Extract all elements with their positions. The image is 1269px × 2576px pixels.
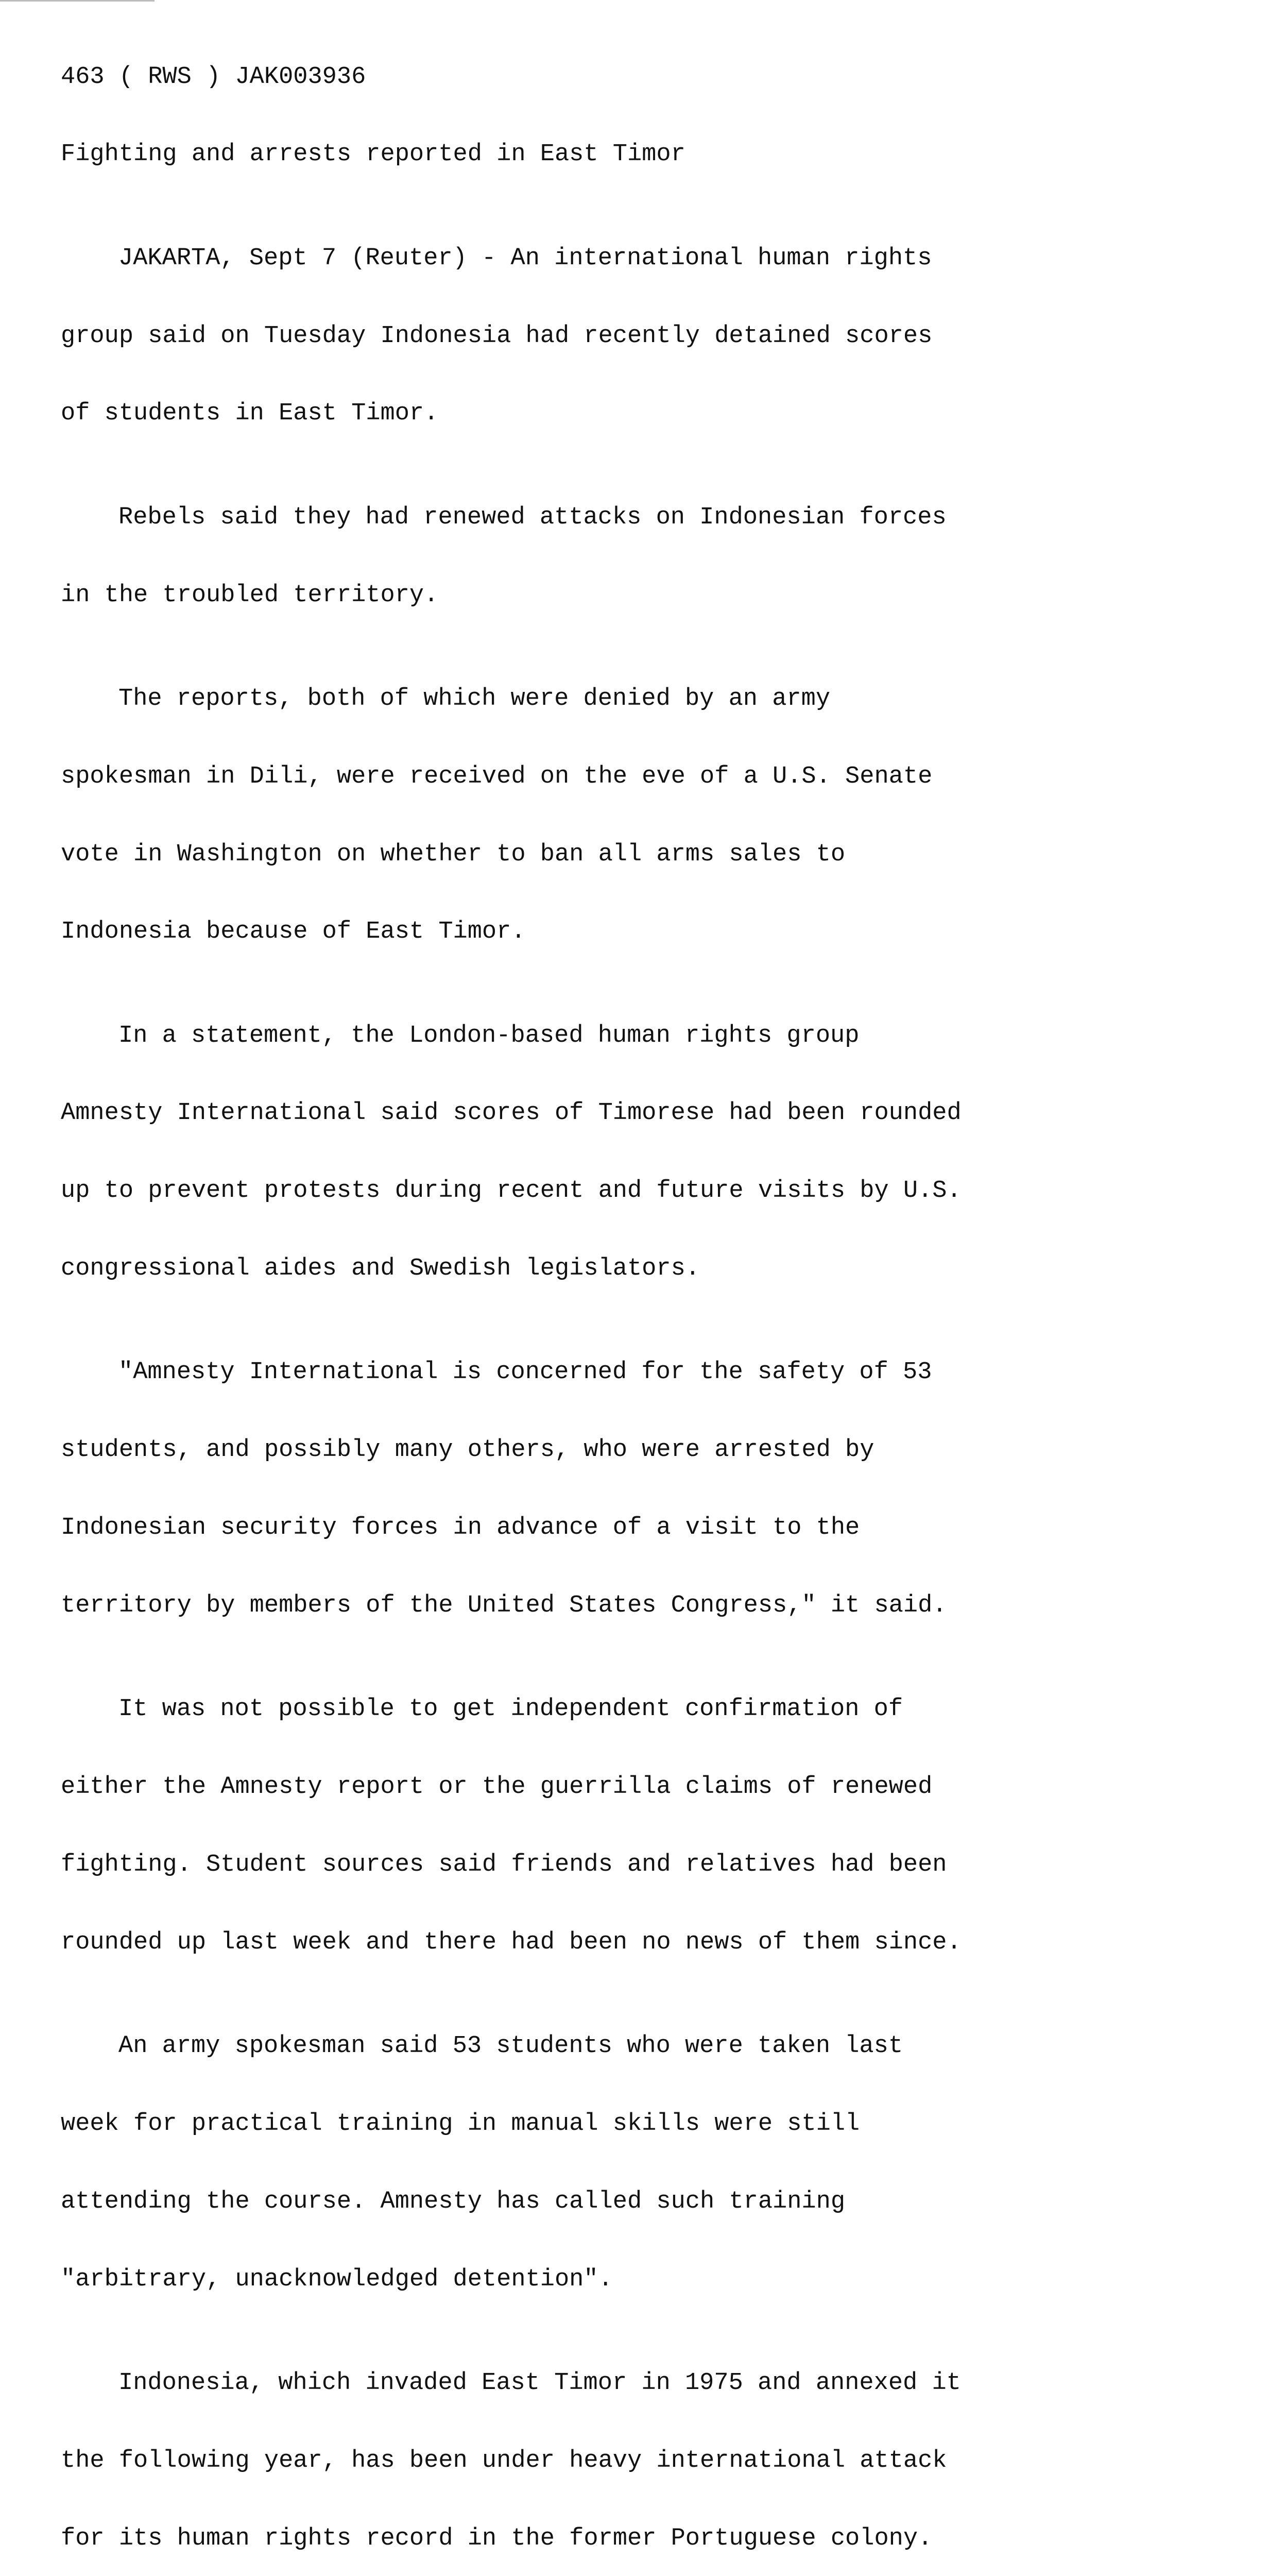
body-line: the following year, has been under heavy international attack <box>61 2447 947 2475</box>
body-line: in the troubled territory. <box>61 581 439 609</box>
body-line: An army spokesman said 53 students who were taken last <box>118 2032 903 2060</box>
story-slug: 463 ( RWS ) JAK003936 <box>61 63 366 91</box>
body-line: of students in East Timor. <box>61 400 439 428</box>
body-line: spokesman in Dili, were received on the eve of a U.S. Senate <box>61 762 933 790</box>
body-line: students, and possibly many others, who were arrested by <box>61 1436 874 1464</box>
body-line: vote in Washington on whether to ban all arms sales to <box>61 840 846 868</box>
body-line: Rebels said they had renewed attacks on Indonesian forces <box>118 503 947 531</box>
body-line: week for practical training in manual skills were still <box>61 2110 860 2138</box>
body-line: "arbitrary, unacknowledged detention". <box>61 2265 613 2293</box>
body-line: Indonesian security forces in advance of a visit to the <box>61 1514 860 1542</box>
body-line: It was not possible to get independent confirmation of <box>118 1696 903 1723</box>
body-line: territory by members of the United States Congress," it said. <box>61 1592 947 1620</box>
body-line: group said on Tuesday Indonesia had recently detained scores <box>61 322 933 350</box>
body-line: attending the course. Amnesty has called such training <box>61 2188 846 2215</box>
body-line: Indonesia because of East Timor. <box>61 918 526 946</box>
dateline-line: JAKARTA, Sept 7 (Reuter) - An international human rights <box>118 244 932 272</box>
body-line: Amnesty International said scores of Timorese had been rounded <box>61 1099 962 1127</box>
story-headline: Fighting and arrests reported in East Timor <box>61 141 685 168</box>
scan-edge-mark <box>0 0 155 2</box>
body-line: "Amnesty International is concerned for the safety of 53 <box>118 1359 932 1386</box>
body-line: congressional aides and Swedish legislators. <box>61 1255 700 1283</box>
body-line: The reports, both of which were denied by an army <box>118 685 831 713</box>
body-line: for its human rights record in the former Portuguese colony. <box>61 2524 933 2552</box>
body-line: In a statement, the London-based human rights group <box>118 1022 860 1049</box>
body-line: fighting. Student sources said friends and relatives had been <box>61 1851 947 1879</box>
body-line: either the Amnesty report or the guerrilla claims of renewed <box>61 1773 933 1801</box>
wire-story <box>61 12 1117 2576</box>
body-line: up to prevent protests during recent and future visits by U.S. <box>61 1177 962 1205</box>
body-line: Indonesia, which invaded East Timor in 1975 and annexed it <box>118 2369 961 2397</box>
body-line: rounded up last week and there had been no news of them since. <box>61 1928 962 1956</box>
